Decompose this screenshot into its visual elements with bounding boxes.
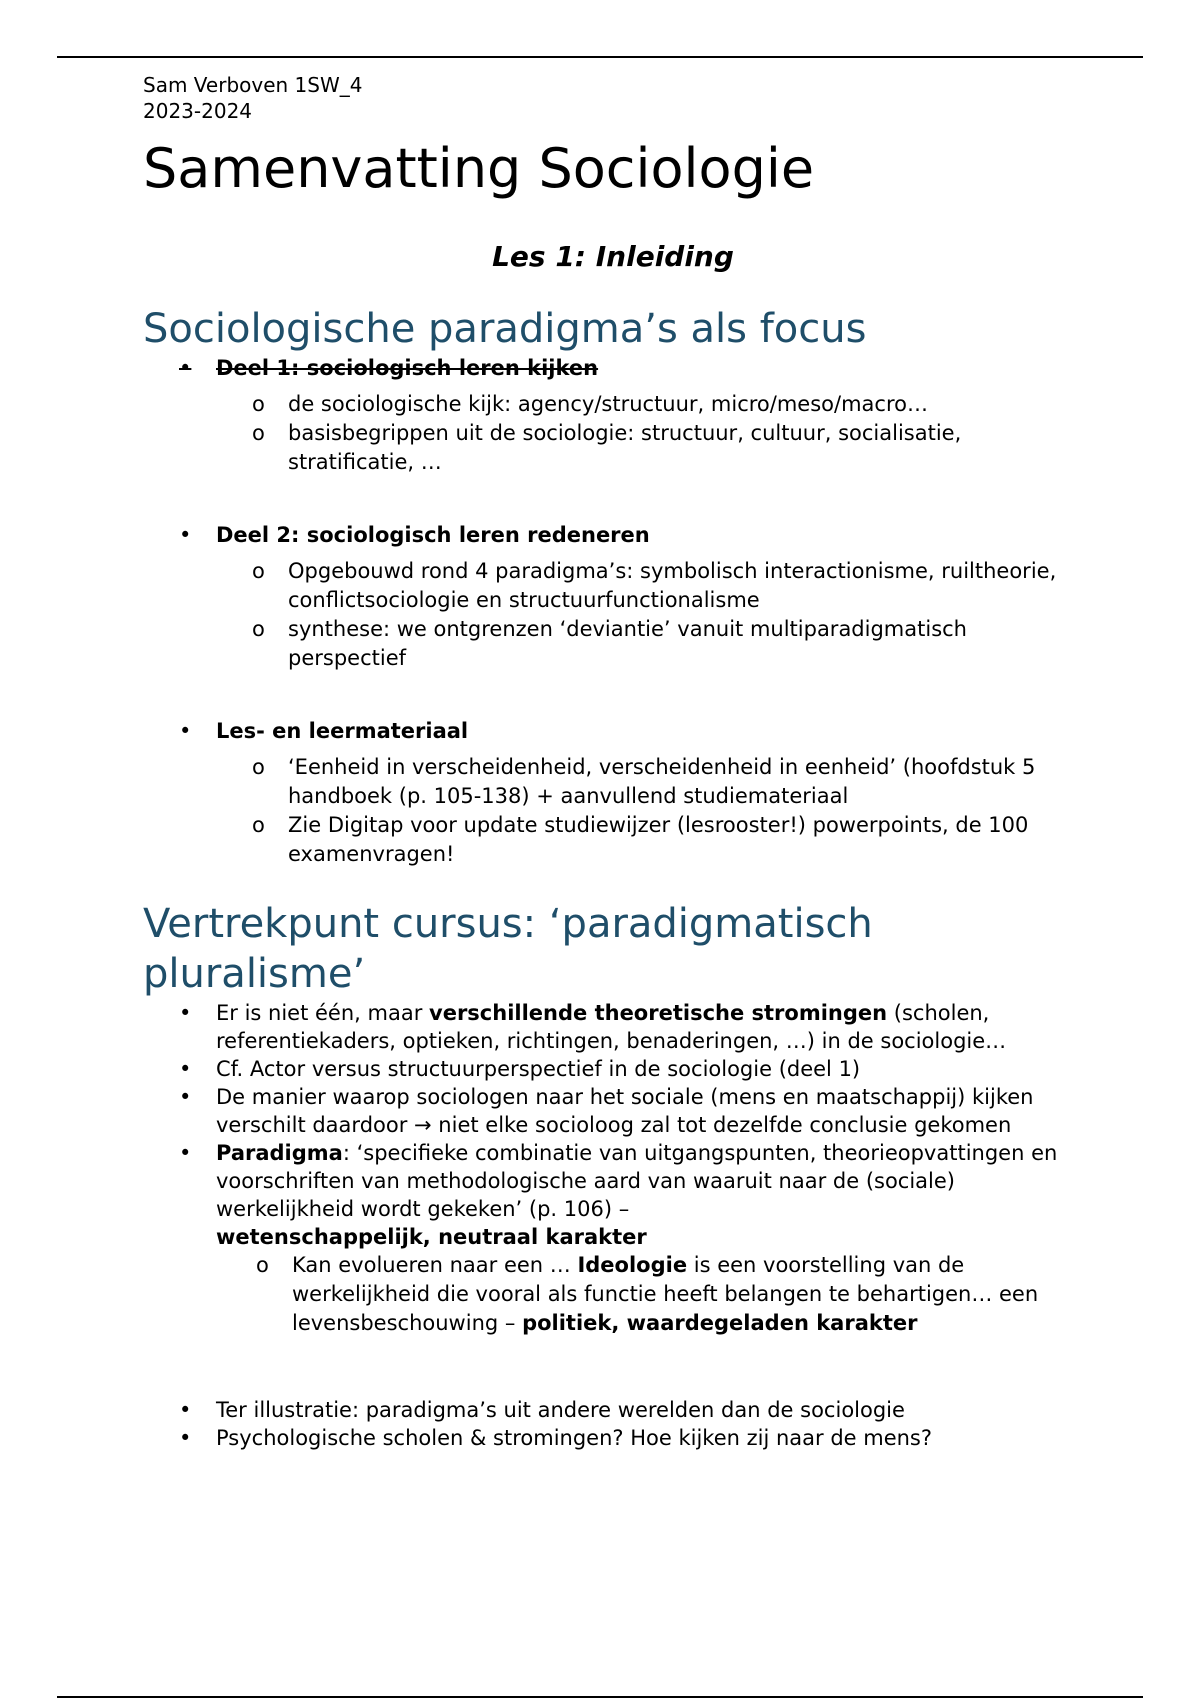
paradigma-sublist <box>216 1251 1083 1338</box>
author-class: Sam Verboven 1SW_4 <box>143 73 363 97</box>
bottom-rule <box>57 1696 1143 1698</box>
sub-list-item: o basisbegrippen uit de sociologie: structuur, cultuur, socialisatie, stratificatie, … <box>252 421 962 474</box>
sub-list-item: o Opgebouwd rond 4 paradigma’s: symbolisch interactionisme, ruiltheorie, conflictsociologie en structuurfunctionalisme <box>252 559 1057 612</box>
document-title: Samenvatting Sociologie <box>143 137 815 200</box>
circle-bullet-icon: o <box>252 559 265 583</box>
list-item: • Er is niet één, maar verschillende theoretische stromingen (scholen, referentiekaders, optieken, richtingen, benaderingen, …) in de sociologie… <box>179 1001 1007 1053</box>
part1-sublist <box>216 390 1083 477</box>
sub-list-item: o ‘Eenheid in verscheidenheid, verscheidenheid in eenheid’ (hoofdstuk 5 handboek (p. 105-138) + aanvullend studiemateriaal <box>252 755 1036 808</box>
bullet-icon: • <box>179 1001 192 1025</box>
circle-bullet-icon: o <box>252 421 265 445</box>
part1-label: Deel 1: sociologisch leren kijken <box>216 356 599 380</box>
bullet-icon: • <box>179 719 192 743</box>
list-item-paradigma: • Paradigma: ‘specifieke combinatie van uitgangspunten, theorieopvattingen en voorschriften van methodologische aard van waaruit naar de (sociale) werkelijkheid wordt gekeken’ (p. 106) – wetenschappelijk, neutraal karakter o Kan evolueren naar een … Ideologie is een voorstelling van de werkelijkheid die vooral als functie heeft belangen te behartigen… een levensbeschouwing – politiek, waardegeladen karakter <box>143 1139 1083 1338</box>
top-rule <box>57 56 1143 58</box>
section-heading-pluralisme: Vertrekpunt cursus: ‘paradigmatisch pluralisme’ <box>143 901 873 997</box>
document-page <box>143 72 1083 1452</box>
bullet-icon: • <box>179 1141 192 1165</box>
list-item-part2 <box>143 521 1083 673</box>
sub-list-item: o Kan evolueren naar een … Ideologie is een voorstelling van de werkelijkheid die vooral als functie heeft belangen te behartigen… een levensbeschouwing – politiek, waardegeladen karakter <box>256 1253 1039 1335</box>
bullet-icon: • <box>179 1398 192 1422</box>
bullet-icon: • <box>179 1085 192 1109</box>
circle-bullet-icon: o <box>252 813 265 837</box>
part3-label: Les- en leermateriaal <box>216 719 469 743</box>
circle-bullet-icon: o <box>256 1253 269 1277</box>
bullet-icon: • <box>179 523 192 547</box>
circle-bullet-icon: o <box>252 755 265 779</box>
circle-bullet-icon: o <box>252 617 265 641</box>
list-item: • Cf. Actor versus structuurperspectief in de sociologie (deel 1) <box>179 1057 861 1081</box>
list-item: • De manier waarop sociologen naar het sociale (mens en maatschappij) kijken verschilt daardoor → niet elke socioloog zal tot dezelfde conclusie gekomen <box>179 1085 1034 1137</box>
part3-sublist <box>216 753 1083 869</box>
list-item: • Ter illustratie: paradigma’s uit andere werelden dan de sociologie <box>179 1398 905 1422</box>
list-item: • Psychologische scholen & stromingen? Hoe kijken zij naar de mens? <box>179 1426 933 1450</box>
list-item-part3 <box>143 717 1083 869</box>
circle-bullet-icon: o <box>252 392 265 416</box>
academic-year: 2023-2024 <box>143 99 253 123</box>
part2-label: Deel 2: sociologisch leren redeneren <box>216 523 650 547</box>
sub-list-item: o synthese: we ontgrenzen ‘deviantie’ vanuit multiparadigmatisch perspectief <box>252 617 967 670</box>
section-heading-paradigmas: Sociologische paradigma’s als focus <box>143 306 867 352</box>
bullet-icon: • <box>179 356 192 380</box>
lesson-title: Les 1: Inleiding <box>492 240 734 273</box>
section2-list <box>143 999 1083 1452</box>
section1-list <box>143 354 1083 869</box>
sub-list-item: o de sociologische kijk: agency/structuur, micro/meso/macro… <box>216 390 1083 419</box>
sub-list-item: o Zie Digitap voor update studiewijzer (lesrooster!) powerpoints, de 100 examenvragen! <box>252 813 1029 866</box>
list-item-part1 <box>143 354 1083 477</box>
bullet-icon: • <box>179 1057 192 1081</box>
bullet-icon: • <box>179 1426 192 1450</box>
part2-sublist <box>216 557 1083 673</box>
